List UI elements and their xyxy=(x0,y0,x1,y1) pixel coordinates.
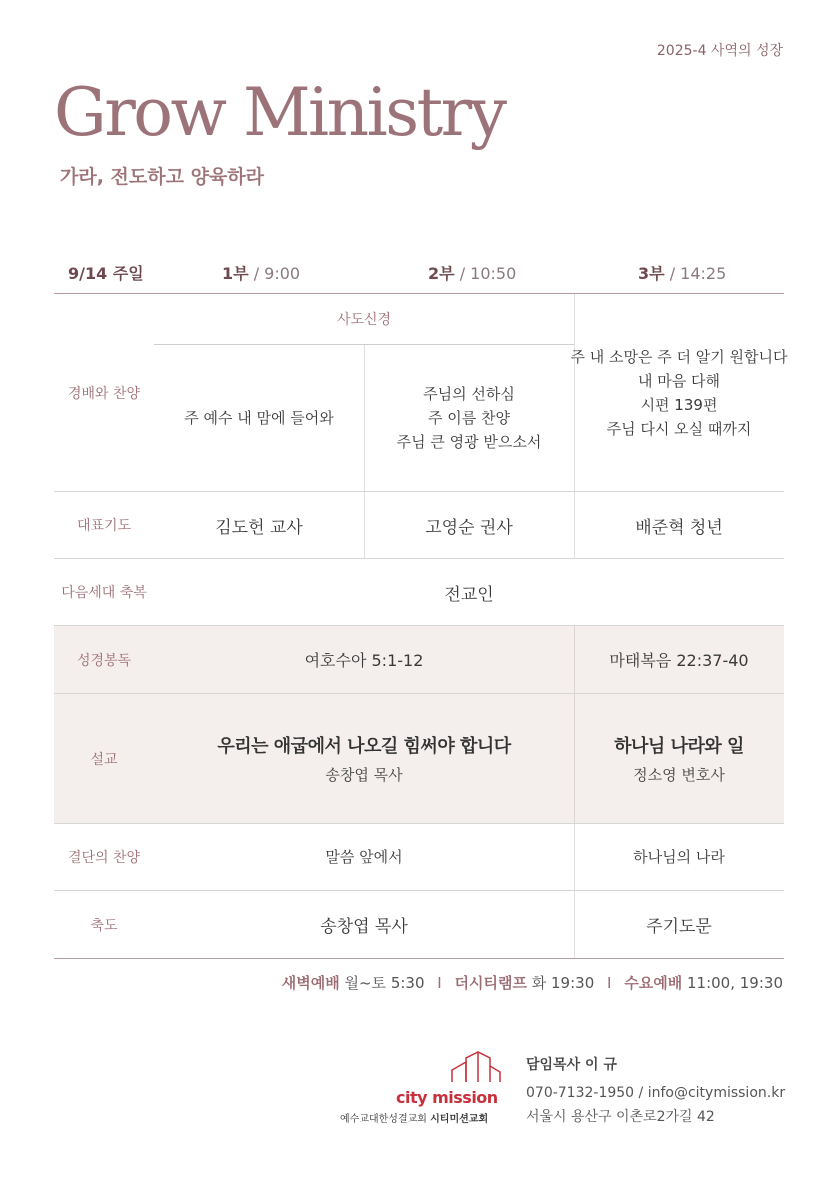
sermon-s3-cell xyxy=(574,694,784,823)
scripture-s12-text: 여호수아 5:1-12 xyxy=(304,651,424,670)
service-2-name: 2부 xyxy=(428,264,455,283)
table-row-response xyxy=(54,824,784,891)
blessing-label: 다음세대 축복 xyxy=(61,585,147,601)
worship-s3-line: 내 마음 다해 xyxy=(638,371,720,390)
response-s3-text: 하나님의 나라 xyxy=(633,848,725,866)
service-3-name: 3부 xyxy=(638,264,665,283)
service-schedule xyxy=(282,972,783,993)
service-1-time: / 9:00 xyxy=(253,264,301,283)
prayer-s2-text: 고영순 권사 xyxy=(425,517,513,538)
benediction-label: 축도 xyxy=(90,917,118,934)
sermon-s12-title: 우리는 애굽에서 나오길 힘써야 합니다 xyxy=(217,736,511,757)
schedule-time: 화 19:30 xyxy=(531,974,595,992)
table-row-blessing xyxy=(54,559,784,626)
church-logo xyxy=(340,1048,500,1128)
creed-text: 사도신경 xyxy=(336,312,392,328)
scripture-s3-text: 마태복음 22:37-40 xyxy=(609,651,749,670)
schedule-name: 수요예배 xyxy=(624,974,683,992)
sermon-s3-speaker: 정소영 변호사 xyxy=(633,766,725,784)
church-address: 서울시 용산구 이촌로2가길 42 xyxy=(526,1109,715,1125)
worship-s3-line: 주 내 소망은 주 더 알기 원합니다 xyxy=(570,347,788,366)
table-row-sermon xyxy=(54,694,784,824)
sermon-s12-speaker: 송창엽 목사 xyxy=(325,766,403,784)
logo-sub-regular: 예수교대한성결교회 xyxy=(340,1114,427,1125)
prayer-s3-cell xyxy=(574,492,784,558)
table-row-worship xyxy=(54,294,788,492)
table-header xyxy=(54,252,784,294)
pastor-name: 담임목사 이 규 xyxy=(526,1057,617,1073)
service-1-header xyxy=(222,261,300,284)
schedule-name: 새벽예배 xyxy=(281,974,340,992)
response-s12-cell xyxy=(154,824,574,890)
worship-s1-cell xyxy=(154,345,364,491)
response-label: 결단의 찬양 xyxy=(67,850,141,866)
service-2-header xyxy=(428,261,516,284)
schedule-separator: I xyxy=(607,974,612,992)
response-s3-cell xyxy=(574,824,784,890)
tagline: 2025-4 사역의 성장 xyxy=(656,43,783,59)
benediction-s3-cell xyxy=(574,891,784,958)
table-row-scripture xyxy=(54,626,784,694)
blessing-text: 전교인 xyxy=(444,584,494,605)
schedule-separator: I xyxy=(437,974,442,992)
schedule-time: 11:00, 19:30 xyxy=(687,974,783,992)
prayer-s3-text: 배준혁 청년 xyxy=(635,517,723,538)
contact-info: 070-7132-1950 / info@citymission.kr xyxy=(526,1085,786,1101)
building-icon xyxy=(450,1048,510,1086)
table-row-prayer xyxy=(54,492,784,559)
worship-s1-text: 주 예수 내 맘에 들어와 xyxy=(184,409,334,427)
logo-subtitle xyxy=(340,1110,488,1125)
logo-sub-bold: 시티미션교회 xyxy=(430,1114,489,1125)
sermon-label: 설교 xyxy=(90,751,118,768)
worship-s3-line: 시편 139편 xyxy=(640,395,718,414)
table-row-benediction xyxy=(54,891,784,959)
contact-block xyxy=(526,1053,785,1129)
sermon-s12-cell xyxy=(154,694,574,823)
service-3-time: / 14:25 xyxy=(669,264,727,283)
worship-s2-line: 주님 큰 영광 받으소서 xyxy=(396,433,542,451)
service-1-name: 1부 xyxy=(222,264,249,283)
benediction-s3-text: 주기도문 xyxy=(646,917,712,937)
prayer-s1-cell xyxy=(154,492,364,558)
creed-cell xyxy=(154,294,574,345)
page-title: Grow Ministry xyxy=(54,74,505,151)
prayer-s2-cell xyxy=(364,492,574,558)
schedule-time: 월~토 5:30 xyxy=(344,974,425,992)
logo-wordmark: city mission xyxy=(396,1088,498,1107)
schedule-name: 더시티램프 xyxy=(454,974,527,992)
benediction-s12-text: 송창엽 목사 xyxy=(320,917,408,937)
sermon-s3-title: 하나님 나라와 일 xyxy=(614,736,744,757)
scripture-s3-cell xyxy=(574,626,784,693)
service-3-header xyxy=(638,261,726,284)
benediction-s12-cell xyxy=(154,891,574,958)
worship-s2-cell xyxy=(364,345,574,491)
worship-s3-line: 주님 다시 오실 때까지 xyxy=(606,419,752,438)
page-subtitle: 가라, 전도하고 양육하라 xyxy=(60,166,264,188)
worship-label: 경배와 찬양 xyxy=(67,385,141,402)
date-label: 9/14 주일 xyxy=(68,264,144,283)
scripture-label: 성경봉독 xyxy=(76,652,132,669)
worship-s2-line: 주 이름 찬양 xyxy=(428,409,510,427)
blessing-cell xyxy=(154,559,784,625)
worship-s3-cell xyxy=(570,294,788,491)
scripture-s12-cell xyxy=(154,626,574,693)
worship-s2-line: 주님의 선하심 xyxy=(423,385,515,403)
prayer-s1-text: 김도헌 교사 xyxy=(215,517,303,538)
service-2-time: / 10:50 xyxy=(459,264,517,283)
prayer-label: 대표기도 xyxy=(76,518,132,534)
response-s12-text: 말씀 앞에서 xyxy=(325,848,403,866)
